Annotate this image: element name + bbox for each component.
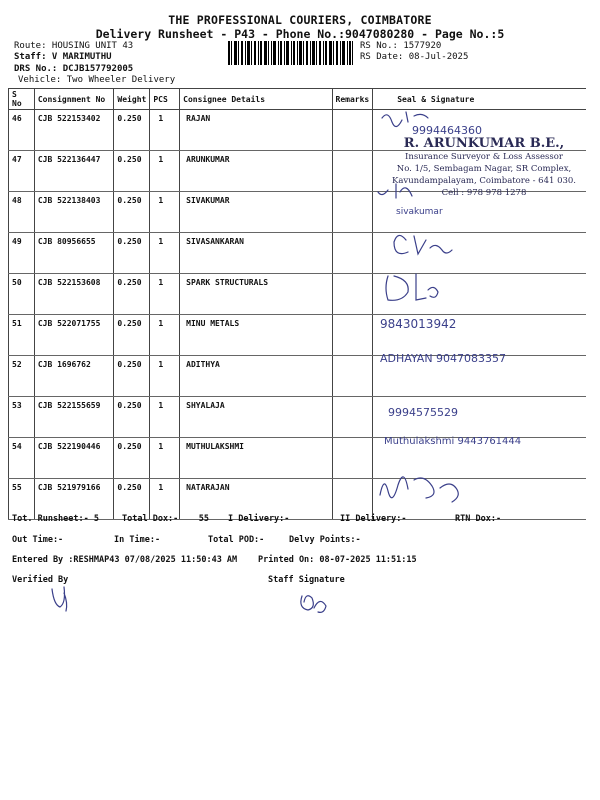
consignee: NATARAJAN: [180, 479, 332, 520]
col-seal-signature: Seal & Signature: [373, 89, 586, 110]
tot-runsheet: Tot. Runsheet:- 5: [12, 514, 99, 524]
stamp-line: No. 1/5, Sembagam Nagar, SR Complex,: [396, 164, 572, 174]
pcs: 1: [150, 274, 180, 315]
consignment-no: CJB 80956655: [34, 233, 114, 274]
pcs: 1: [150, 233, 180, 274]
stamp-line: Kavundampalayam, Coimbatore - 641 030.: [391, 176, 577, 186]
stamp-line: Cell : 978 978 1278: [441, 188, 527, 198]
vehicle: Vehicle: Two Wheeler Delivery: [18, 75, 176, 85]
handwritten-phone: 9843013942: [380, 317, 457, 331]
table-row: [9, 397, 587, 438]
sno: 55: [9, 479, 35, 520]
handwritten-name-phone: Muthulakshmi 9443761444: [384, 436, 522, 447]
handwritten-name: sivakumar: [396, 207, 443, 217]
consignee: MUTHULAKSHMI: [180, 438, 332, 479]
consignment-no: CJB 522153402: [34, 110, 114, 151]
consignment-no: CJB 522071755: [34, 315, 114, 356]
staff-signature-label: Staff Signature: [268, 575, 345, 585]
consignment-no: CJB 522190446: [34, 438, 114, 479]
consignee: ADITHYA: [180, 356, 332, 397]
weight: 0.250: [114, 151, 150, 192]
verified-by: Verified By: [12, 575, 69, 585]
barcode: [228, 41, 353, 65]
rs-number: RS No.: 1577920: [360, 41, 442, 51]
in-time: In Time:-: [114, 535, 161, 545]
sno: 49: [9, 233, 35, 274]
remarks: [332, 315, 373, 356]
entered-by: Entered By :RESHMAP43 07/08/2025 11:50:43 AM: [12, 555, 238, 565]
handwritten-phone: 9994464360: [412, 124, 482, 137]
handwritten-phone: 9994575529: [388, 406, 458, 419]
seal-stamp: [366, 136, 600, 199]
consignee: SPARK STRUCTURALS: [180, 274, 332, 315]
consignment-no: CJB 522136447: [34, 151, 114, 192]
drs-number: DRS No.: DCJB157792005: [14, 64, 134, 74]
company-title: THE PROFESSIONAL COURIERS, COIMBATORE: [168, 13, 432, 27]
sno: 50: [9, 274, 35, 315]
sno: 46: [9, 110, 35, 151]
col-consignment-no: Consignment No: [34, 89, 114, 110]
table-row: [9, 274, 587, 315]
route: Route: HOUSING UNIT 43: [14, 41, 134, 51]
stamp-line: Insurance Surveyor & Loss Assessor: [405, 152, 563, 162]
col-weight: Weight: [114, 89, 150, 110]
pcs: 1: [150, 110, 180, 151]
consignee: SIVAKUMAR: [180, 192, 332, 233]
col-sno: S No: [9, 89, 35, 110]
pcs: 1: [150, 151, 180, 192]
table-row: [9, 233, 587, 274]
table-header-row: [9, 89, 587, 110]
total-pod: Total POD:-: [208, 535, 265, 545]
consignee: SHYALAJA: [180, 397, 332, 438]
staff-signature: [296, 590, 330, 616]
consignment-no: CJB 522138403: [34, 192, 114, 233]
pcs: 1: [150, 315, 180, 356]
consignee: RAJAN: [180, 110, 332, 151]
sno: 52: [9, 356, 35, 397]
weight: 0.250: [114, 192, 150, 233]
signature-cell: [373, 356, 586, 397]
weight: 0.250: [114, 233, 150, 274]
consignee: SIVASANKARAN: [180, 233, 332, 274]
col-pcs: PCS: [150, 89, 180, 110]
consignment-no: CJB 522153608: [34, 274, 114, 315]
rs-date: RS Date: 08-Jul-2025: [360, 52, 469, 62]
weight: 0.250: [114, 479, 150, 520]
sno: 54: [9, 438, 35, 479]
verifier-signature: [48, 585, 78, 613]
signature-cell: [373, 438, 586, 479]
signature-cell: [373, 397, 586, 438]
i-delivery: I Delivery:-: [228, 514, 290, 524]
signature-cell: [373, 233, 586, 274]
pcs: 1: [150, 397, 180, 438]
weight: 0.250: [114, 397, 150, 438]
sno: 51: [9, 315, 35, 356]
remarks: [332, 397, 373, 438]
remarks: [332, 356, 373, 397]
table-row: [9, 315, 587, 356]
col-consignee: Consignee Details: [180, 89, 332, 110]
signature-cell: [373, 274, 586, 315]
table-row: [9, 356, 587, 397]
signature-cell: [373, 315, 586, 356]
weight: 0.250: [114, 438, 150, 479]
total-dox: Total Dox:- 55: [122, 514, 209, 524]
remarks: [332, 438, 373, 479]
col-remarks: Remarks: [332, 89, 373, 110]
weight: 0.250: [114, 315, 150, 356]
pcs: 1: [150, 192, 180, 233]
weight: 0.250: [114, 110, 150, 151]
staff: Staff: V MARIMUTHU: [14, 52, 112, 62]
sno: 53: [9, 397, 35, 438]
sno: 47: [9, 151, 35, 192]
pcs: 1: [150, 479, 180, 520]
consignment-no: CJB 522155659: [34, 397, 114, 438]
stamp-name: R. ARUNKUMAR B.E.,: [403, 136, 565, 151]
printed-on: Printed On: 08-07-2025 11:51:15: [258, 555, 417, 565]
consignee: ARUNKUMAR: [180, 151, 332, 192]
weight: 0.250: [114, 356, 150, 397]
consignment-no: CJB 521979166: [34, 479, 114, 520]
sno: 48: [9, 192, 35, 233]
pcs: 1: [150, 438, 180, 479]
consignment-no: CJB 1696762: [34, 356, 114, 397]
runsheet-subtitle: Delivery Runsheet - P43 - Phone No.:9047080280 - Page No.:5: [95, 27, 505, 41]
remarks: [332, 274, 373, 315]
remarks: [332, 233, 373, 274]
ii-delivery: II Delivery:-: [340, 514, 407, 524]
out-time: Out Time:-: [12, 535, 64, 545]
rtn-dox: RTN Dox:-: [455, 514, 502, 524]
delvy-points: Delvy Points:-: [289, 535, 361, 545]
handwritten-name-phone: ADHAYAN 9047083357: [380, 352, 507, 365]
weight: 0.250: [114, 274, 150, 315]
consignee: MINU METALS: [180, 315, 332, 356]
pcs: 1: [150, 356, 180, 397]
table-row: [9, 438, 587, 479]
